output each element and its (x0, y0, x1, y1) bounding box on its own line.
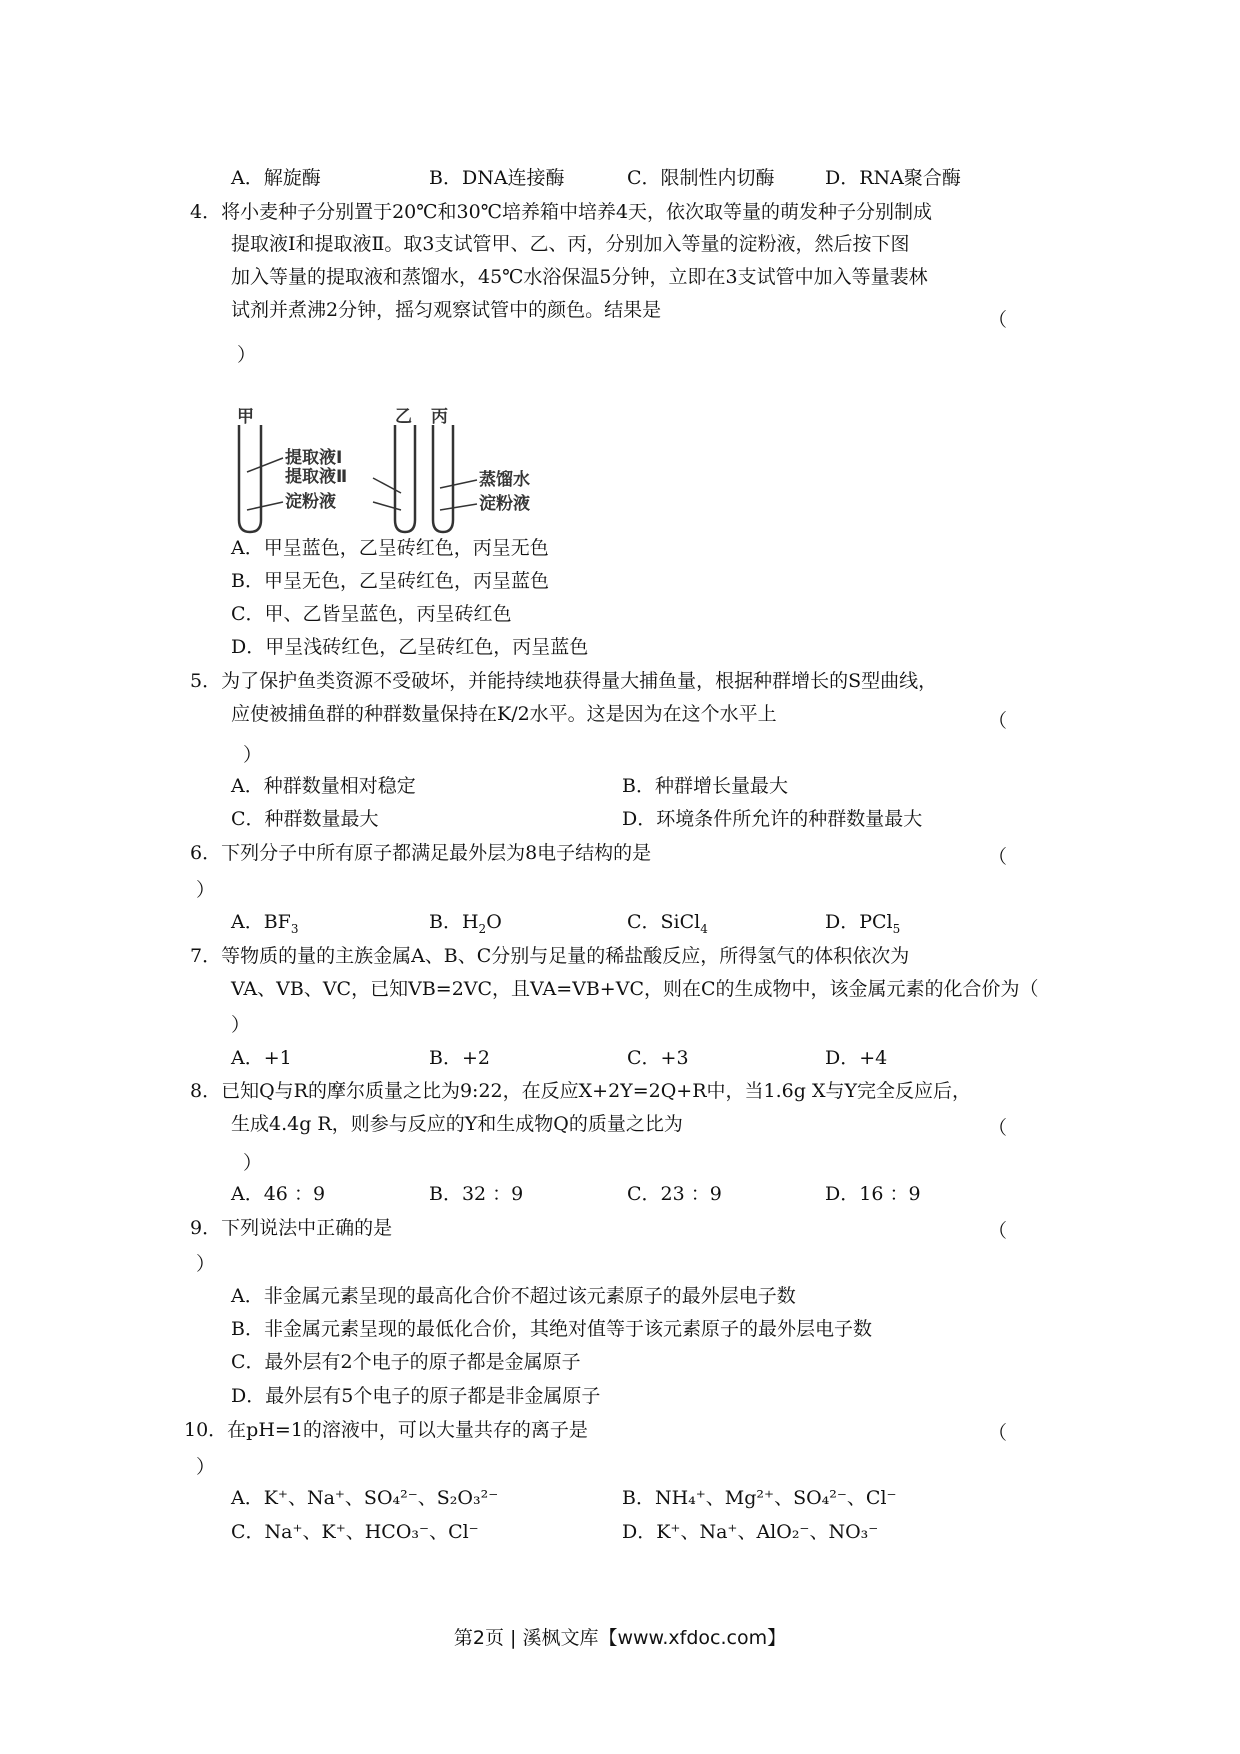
q5-paren-close: ） (243, 744, 263, 766)
q10-paren-open: （ (988, 1422, 1008, 1444)
q7-option-c: C．+3 (627, 1047, 689, 1069)
q4-paren-close: ） (237, 344, 257, 366)
q6-paren-open: （ (988, 846, 1008, 868)
label-starch-right: 淀粉液 (479, 494, 530, 514)
q9-option-a: A．非金属元素呈现的最高化合价不超过该元素原子的最外层电子数 (231, 1285, 796, 1307)
q5-stem-line-1: 5．为了保护鱼类资源不受破坏，并能持续地获得量大捕鱼量，根据种群增长的S型曲线， (190, 670, 938, 692)
q5-option-d: D．环境条件所允许的种群数量最大 (622, 808, 923, 830)
q10-option-c: C．Na⁺、K⁺、HCO₃⁻、Cl⁻ (231, 1521, 479, 1543)
q8-paren-close: ） (243, 1152, 263, 1174)
q4-option-d: D．甲呈浅砖红色，乙呈砖红色，丙呈蓝色 (231, 636, 589, 658)
q6-option-b: B．$H_2O$ (429, 911, 502, 936)
q7-option-b: B．+2 (429, 1047, 490, 1069)
q8-stem-line-2: 生成4.4g R，则参与反应的Y和生成物Q的质量之比为 (231, 1113, 683, 1135)
label-extract-2: 提取液Ⅱ (285, 467, 348, 487)
tube-label-bing: 丙 (431, 407, 448, 427)
q4-stem-line-1: 4．将小麦种子分别置于20℃和30℃培养箱中培养4天，依次取等量的萌发种子分别制成 (190, 201, 933, 223)
q5-option-a: A．种群数量相对稳定 (231, 775, 416, 797)
q7-stem-line-1: 7．等物质的量的主族金属A、B、C分别与足量的稀盐酸反应，所得氢气的体积依次为 (190, 945, 910, 967)
q4-paren-open: （ (988, 309, 1008, 331)
label-distilled-water: 蒸馏水 (479, 470, 530, 490)
page-footer: 第2页 | 溪枫文库【www.xfdoc.com】 (453, 1627, 787, 1649)
q8-option-b: B．32 ：9 (429, 1183, 524, 1205)
q9-paren-close: ） (196, 1253, 216, 1275)
q7-option-d: D．+4 (825, 1047, 888, 1069)
q4-option-b: B．甲呈无色，乙呈砖红色，丙呈蓝色 (231, 570, 549, 592)
q10-option-d: D．K⁺、Na⁺、AlO₂⁻、NO₃⁻ (622, 1521, 879, 1543)
q5-option-b: B．种群增长量最大 (622, 775, 788, 797)
q5-option-c: C．种群数量最大 (231, 808, 379, 830)
q6-paren-close: ） (196, 879, 216, 901)
q10-option-b: B．NH₄⁺、Mg²⁺、SO₄²⁻、Cl⁻ (622, 1487, 897, 1509)
test-tube-figure (225, 400, 565, 540)
q4-stem-line-3: 加入等量的提取液和蒸馏水，45℃水浴保温5分钟，立即在3支试管中加入等量裴林 (231, 266, 928, 288)
q9-stem: 9．下列说法中正确的是 (190, 1217, 393, 1239)
q10-stem: 10．在pH=1的溶液中，可以大量共存的离子是 (184, 1419, 588, 1441)
q5-paren-open: （ (988, 710, 1008, 732)
q8-option-d: D．16 ：9 (825, 1183, 921, 1205)
tube-label-jia: 甲 (237, 407, 254, 427)
label-extract-1: 提取液Ⅰ (285, 448, 343, 468)
q10-option-a: A．K⁺、Na⁺、SO₄²⁻、S₂O₃²⁻ (231, 1487, 499, 1509)
q7-paren-close: ） (231, 1014, 251, 1036)
q6-option-d: D．PCl$_5$ (825, 911, 901, 936)
q3-option-b: B．DNA连接酶 (429, 167, 565, 189)
q8-option-a: A．46 ：9 (231, 1183, 326, 1205)
q9-paren-open: （ (988, 1220, 1008, 1242)
q7-stem-line-2: VA、VB、VC，已知VB=2VC，且VA=VB+VC，则在C的生成物中，该金属元素的化合价为（ (231, 978, 1039, 1000)
q4-option-a: A．甲呈蓝色，乙呈砖红色，丙呈无色 (231, 537, 549, 559)
q5-stem-line-2: 应使被捕鱼群的种群数量保持在K/2水平。这是因为在这个水平上 (231, 703, 777, 725)
label-starch-left: 淀粉液 (285, 492, 336, 512)
tube-label-yi: 乙 (395, 407, 412, 427)
q9-option-c: C．最外层有2个电子的原子都是金属原子 (231, 1351, 581, 1373)
q9-option-b: B．非金属元素呈现的最低化合价，其绝对值等于该元素原子的最外层电子数 (231, 1318, 872, 1340)
q9-option-d: D．最外层有5个电子的原子都是非金属原子 (231, 1385, 601, 1407)
q6-option-c: C．SiCl$_4$ (627, 911, 708, 936)
q10-paren-close: ） (196, 1456, 216, 1478)
q3-option-c: C．限制性内切酶 (627, 167, 775, 189)
q3-option-a: A．解旋酶 (231, 167, 321, 189)
q6-stem: 6．下列分子中所有原子都满足最外层为8电子结构的是 (190, 842, 652, 864)
q4-stem-line-4: 试剂并煮沸2分钟，摇匀观察试管中的颜色。结果是 (231, 299, 662, 321)
q7-option-a: A．+1 (231, 1047, 292, 1069)
q4-option-c: C．甲、乙皆呈蓝色，丙呈砖红色 (231, 603, 512, 625)
q4-stem-line-2: 提取液Ⅰ和提取液Ⅱ。取3支试管甲、乙、丙，分别加入等量的淀粉液，然后按下图 (231, 233, 910, 255)
q8-option-c: C．23 ：9 (627, 1183, 722, 1205)
q3-option-d: D．RNA聚合酶 (825, 167, 961, 189)
q8-stem-line-1: 8．已知Q与R的摩尔质量之比为9:22，在反应X+2Y=2Q+R中，当1.6g X与Y完全反应后， (190, 1080, 972, 1102)
q6-option-a: A．$BF_3$ (231, 911, 299, 936)
q8-paren-open: （ (988, 1117, 1008, 1139)
